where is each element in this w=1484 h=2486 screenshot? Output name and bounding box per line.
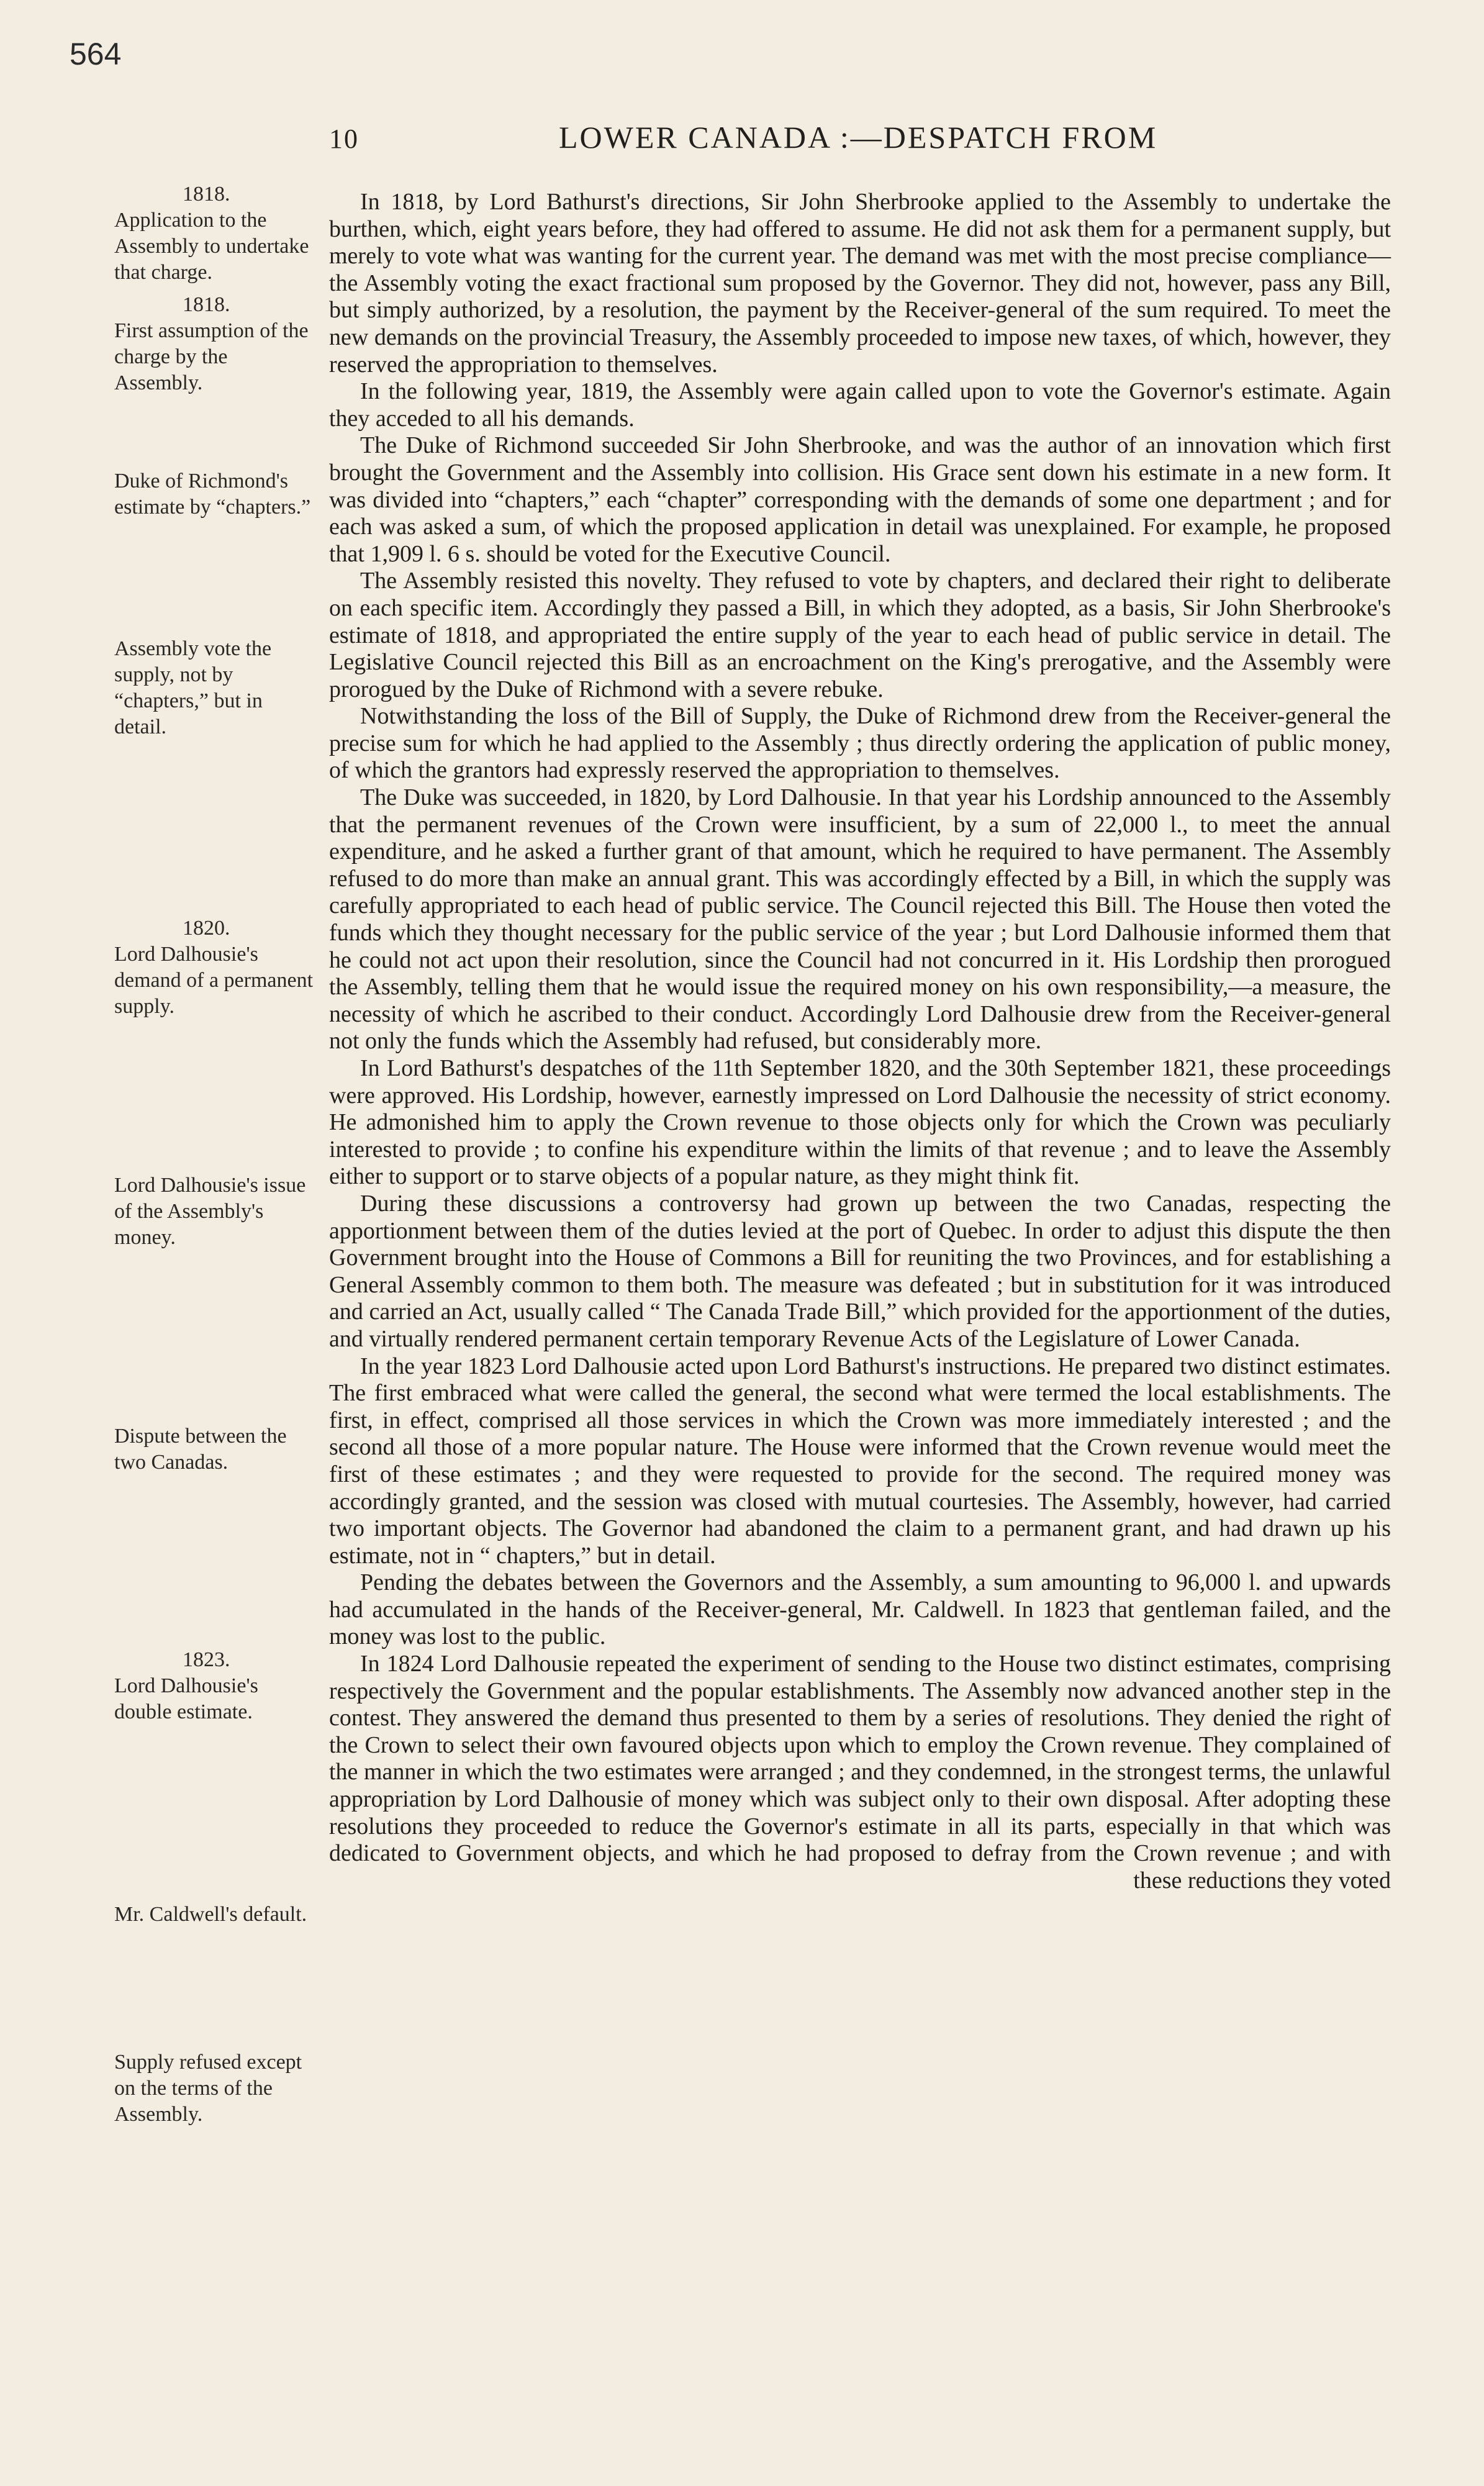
paragraph: The Duke of Richmond succeeded Sir John Sherbrooke, and was the author of an innovation which first brought the Government and the Assembly into collision. His Grace sent down his estimate in a new form. It was divided into “chapters,” each “chapter” corresponding with the demands of some one department ; and for each was asked a sum, of which the proposed application in detail was unexplained. For example, he proposed that 1,909 l. 6 s. should be voted for the Executive Council. [329, 432, 1391, 567]
margin-note [114, 636, 319, 740]
folio-number: 564 [70, 37, 122, 71]
paragraph: The Assembly resisted this novelty. They refused to vote by chapters, and declared their right to deliberate on each specific item. Accordingly they passed a Bill, in which they adopted, as a basis, Sir John Sherbrooke's estimate of 1818, and appropriated the entire supply of the year to each head of public service in detail. The Legislative Council rejected this Bill as an encroachment on the King's prerogative, and the Assembly were prorogued by the Duke of Richmond with a severe rebuke. [329, 568, 1391, 702]
paragraph: The Duke was succeeded, in 1820, by Lord Dalhousie. In that year his Lordship announced to the Assembly that the permanent revenues of the Crown were insufficient, by a sum of 22,000 l., to meet the annual expenditure, and he asked a further grant of that amount, which he required to have permanent. The Assembly refused to do more than make an annual grant. This was accordingly effected by a Bill, in which the supply was carefully appropriated to each head of public service. The Council rejected this Bill. The House then voted the funds which they thought necessary for the public service of the year ; but Lord Dalhousie informed them that he could not act upon their resolution, since the Council had not concurred in it. His Lordship then prorogued the Assembly, telling them that he would issue the required money on his own responsibility,—a measure, the necessity of which he ascribed to their conduct. Accordingly Lord Dalhousie drew from the Receiver-general not only the funds which the Assembly had refused, but considerably more. [329, 784, 1391, 1055]
margin-note-text: Assembly vote the supply, not by “chapters,” but in detail. [114, 637, 272, 738]
margin-note-text: First assumption of the charge by the Assembly. [114, 319, 309, 394]
margin-note [114, 1173, 319, 1251]
margin-note-text: Lord Dalhousie's double estimate. [114, 1674, 258, 1723]
margin-note-year: 1818. [183, 293, 230, 316]
margin-note-text: Lord Dalhousie's issue of the Assembly's money. [114, 1174, 306, 1249]
margin-note [114, 1647, 319, 1725]
paragraph: In the following year, 1819, the Assembly were again called upon to vote the Governor's estimate. Again they acceded to all his demands. [329, 378, 1391, 432]
margin-note-text: Dispute between the two Canadas. [114, 1425, 287, 1474]
paragraph: Notwithstanding the loss of the Bill of Supply, the Duke of Richmond drew from the Receiver-general the precise sum for which he had applied to the Assembly ; thus directly ordering the application of public money, of which the grantors had expressly reserved the appropriation to themselves. [329, 703, 1391, 784]
margin-note-year: 1820. [183, 917, 230, 940]
margin-note-text: Mr. Caldwell's default. [114, 1903, 307, 1926]
margin-note [114, 1902, 319, 1928]
margin-note [114, 468, 319, 520]
paragraph: During these discussions a controversy had grown up between the two Canadas, respecting the apportionment between them of the duties levied at the port of Quebec. In order to adjust this dispute the then Government brought into the House of Commons a Bill for reuniting the two Provinces, and for establishing a General Assembly common to them both. The measure was defeated ; but in substitution for it was introduced and carried an Act, usually called “ The Canada Trade Bill,” which provided for the apportionment of the duties, and virtually rendered permanent certain temporary Revenue Acts of the Legislature of Lower Canada. [329, 1190, 1391, 1352]
paragraph: In 1824 Lord Dalhousie repeated the experiment of sending to the House two distinct estimates, comprising respectively the Government and the popular establishments. The Assembly now advanced another step in the contest. They answered the demand thus presented to them by a series of resolutions. They denied the right of the Crown to select their own favoured objects upon which to employ the Crown revenue. They complained of the manner in which the two estimates were arranged ; and they condemned, in the strongest terms, the unlawful appropriation by Lord Dalhousie of money which was subject only to their own disposal. After adopting these resolutions they proceeded to reduce the Governor's estimate in all its parts, especially in that which was dedicated to Government objects, and which he had proposed to defray from the Crown revenue ; and with these reductions they voted [329, 1651, 1391, 1894]
margin-note-text: Supply refused except on the terms of the Assembly. [114, 2051, 302, 2126]
paragraph: In 1818, by Lord Bathurst's directions, Sir John Sherbrooke applied to the Assembly to undertake the burthen, which, eight years before, they had offered to assume. He did not ask them for a permanent supply, but merely to vote what was wanting for the current year. The demand was met with the most precise compliance—the Assembly voting the exact fractional sum proposed by the Governor. They did not, however, pass any Bill, but simply authorized, by a resolution, the payment by the Receiver-general of the sum required. To meet the new demands on the provincial Treasury, the Assembly proceeded to impose new taxes, of which, however, they reserved the appropriation to themselves. [329, 189, 1391, 378]
paragraph: Pending the debates between the Governors and the Assembly, a sum amounting to 96,000 l. and upwards had accumulated in the hands of the Receiver-general, Mr. Caldwell. In 1823 that gentleman failed, and the money was lost to the public. [329, 1569, 1391, 1650]
margin-note [114, 292, 319, 396]
margin-note-text: Duke of Richmond's estimate by “chapters.” [114, 470, 311, 519]
margin-note [114, 915, 319, 1020]
paragraph: In the year 1823 Lord Dalhousie acted upon Lord Bathurst's instructions. He prepared two distinct estimates. The first embraced what were called the general, the second what were termed the local establishments. The first, in effect, comprised all those services in which the Crown was more immediately interested ; and the second all those of a more popular nature. The House were informed that the Crown revenue would meet the first of these estimates ; and they were requested to provide for the second. The required money was accordingly granted, and the session was closed with mutual courtesies. The Assembly, however, had carried two important objects. The Governor had abandoned the claim to a permanent grant, and had drawn up his estimate, not in “ chapters,” but in detail. [329, 1353, 1391, 1569]
margin-note-year: 1818. [183, 183, 230, 206]
margin-note [114, 181, 319, 286]
margin-note [114, 1423, 319, 1476]
margin-note-text: Application to the Assembly to undertake that charge. [114, 209, 309, 284]
page-number: 10 [329, 124, 359, 154]
margin-note-year: 1823. [183, 1648, 230, 1671]
body-text [329, 189, 1391, 1894]
page-header [329, 120, 1391, 166]
running-head: LOWER CANADA :—DESPATCH FROM [559, 120, 1158, 155]
paragraph: In Lord Bathurst's despatches of the 11th September 1820, and the 30th September 1821, these proceedings were approved. His Lordship, however, earnestly impressed on Lord Dalhousie the necessity of strict economy. He admonished him to apply the Crown revenue to those objects only for which the Crown was peculiarly interested to provide ; to confine his expenditure within the limits of that revenue ; and to leave the Assembly either to support or to starve objects of a popular nature, as they might think fit. [329, 1055, 1391, 1190]
margin-note-text: Lord Dalhousie's demand of a permanent supply. [114, 943, 314, 1018]
margin-note [114, 2049, 319, 2128]
